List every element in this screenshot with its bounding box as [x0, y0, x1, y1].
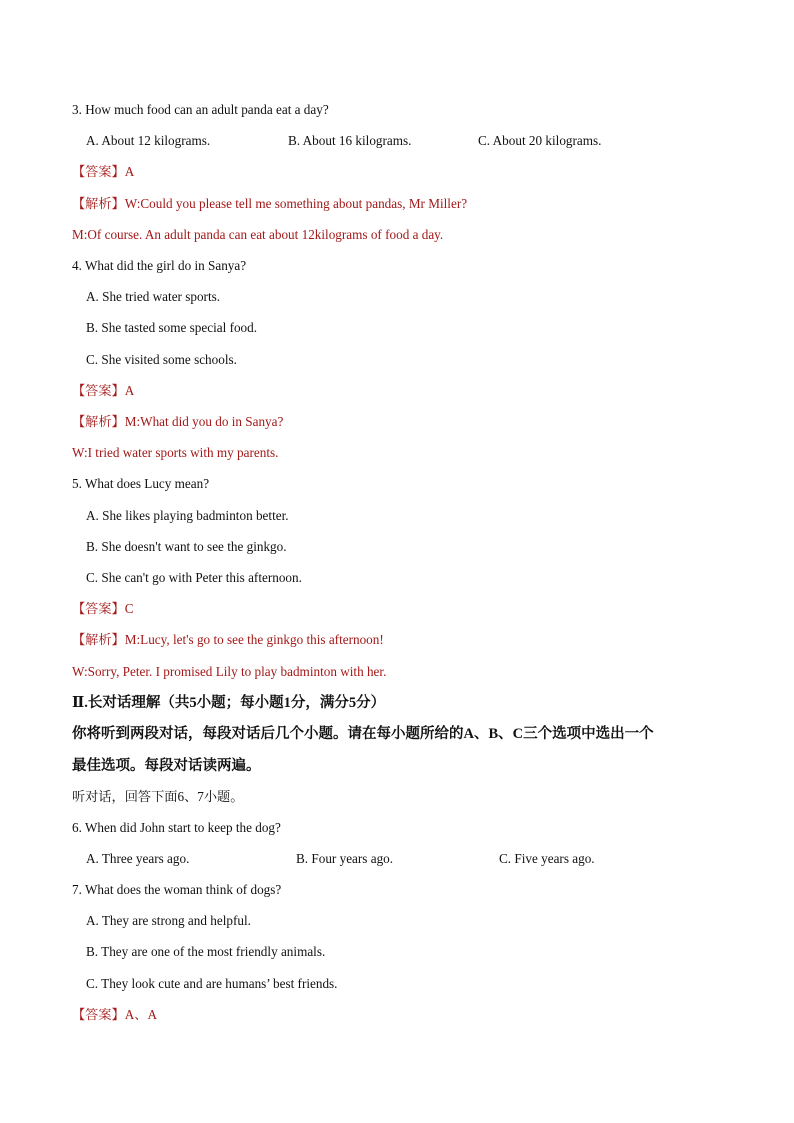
q4-analysis-line-2: W:I tried water sports with my parents. — [72, 445, 279, 460]
q4-option-b: B. She tasted some special food. — [86, 320, 258, 335]
q4-option-c: C. She visited some schools. — [86, 352, 237, 367]
section-2-instruction-line-2: 最佳选项。每段对话读两遍。 — [72, 758, 261, 774]
q4-analysis-line-1: 【解析】M:What did you do in Sanya? — [72, 414, 284, 429]
q3-analysis-line-2: M:Of course. An adult panda can eat about 12kilograms of food a day. — [72, 227, 444, 242]
question-6: 6. When did John start to keep the dog? — [72, 820, 281, 835]
q5-analysis-line-1: 【解析】M:Lucy, let's go to see the ginkgo this afternoon! — [72, 632, 384, 647]
q6-option-c: C. Five years ago. — [499, 851, 595, 866]
q7-option-b: B. They are one of the most friendly animals. — [86, 944, 326, 959]
q6-option-a: A. Three years ago. — [86, 851, 190, 866]
section-2-heading: Ⅱ.长对话理解（共5小题；每小题1分，满分5分） — [72, 695, 386, 711]
q3-analysis-line-1: 【解析】W:Could you please tell me something about pandas, Mr Miller? — [72, 196, 468, 211]
q3-answer: 【答案】A — [72, 164, 135, 179]
q3-option-c: C. About 20 kilograms. — [478, 133, 602, 148]
question-7: 7. What does the woman think of dogs? — [72, 882, 282, 897]
q5-option-c: C. She can't go with Peter this afternoon. — [86, 570, 302, 585]
q7-option-a: A. They are strong and helpful. — [86, 913, 251, 928]
q6-option-b: B. Four years ago. — [296, 851, 394, 866]
q4-answer: 【答案】A — [72, 383, 135, 398]
q3-option-b: B. About 16 kilograms. — [288, 133, 412, 148]
question-5: 5. What does Lucy mean? — [72, 476, 210, 491]
question-3: 3. How much food can an adult panda eat a day? — [72, 102, 329, 117]
q5-answer: 【答案】C — [72, 601, 134, 616]
q3-option-a: A. About 12 kilograms. — [86, 133, 211, 148]
sub-instruction: 听对话，回答下面6、7小题。 — [72, 789, 244, 804]
q5-option-b: B. She doesn't want to see the ginkgo. — [86, 539, 287, 554]
q5-option-a: A. She likes playing badminton better. — [86, 508, 289, 523]
q6-7-answer: 【答案】A、A — [72, 1007, 157, 1022]
q7-option-c: C. They look cute and are humans’ best friends. — [86, 976, 338, 991]
q4-option-a: A. She tried water sports. — [86, 289, 221, 304]
question-4: 4. What did the girl do in Sanya? — [72, 258, 247, 273]
section-2-instruction-line-1: 你将听到两段对话，每段对话后几个小题。请在每小题所给的A、B、C三个选项中选出一个 — [72, 726, 654, 742]
q5-analysis-line-2: W:Sorry, Peter. I promised Lily to play badminton with her. — [72, 664, 387, 679]
